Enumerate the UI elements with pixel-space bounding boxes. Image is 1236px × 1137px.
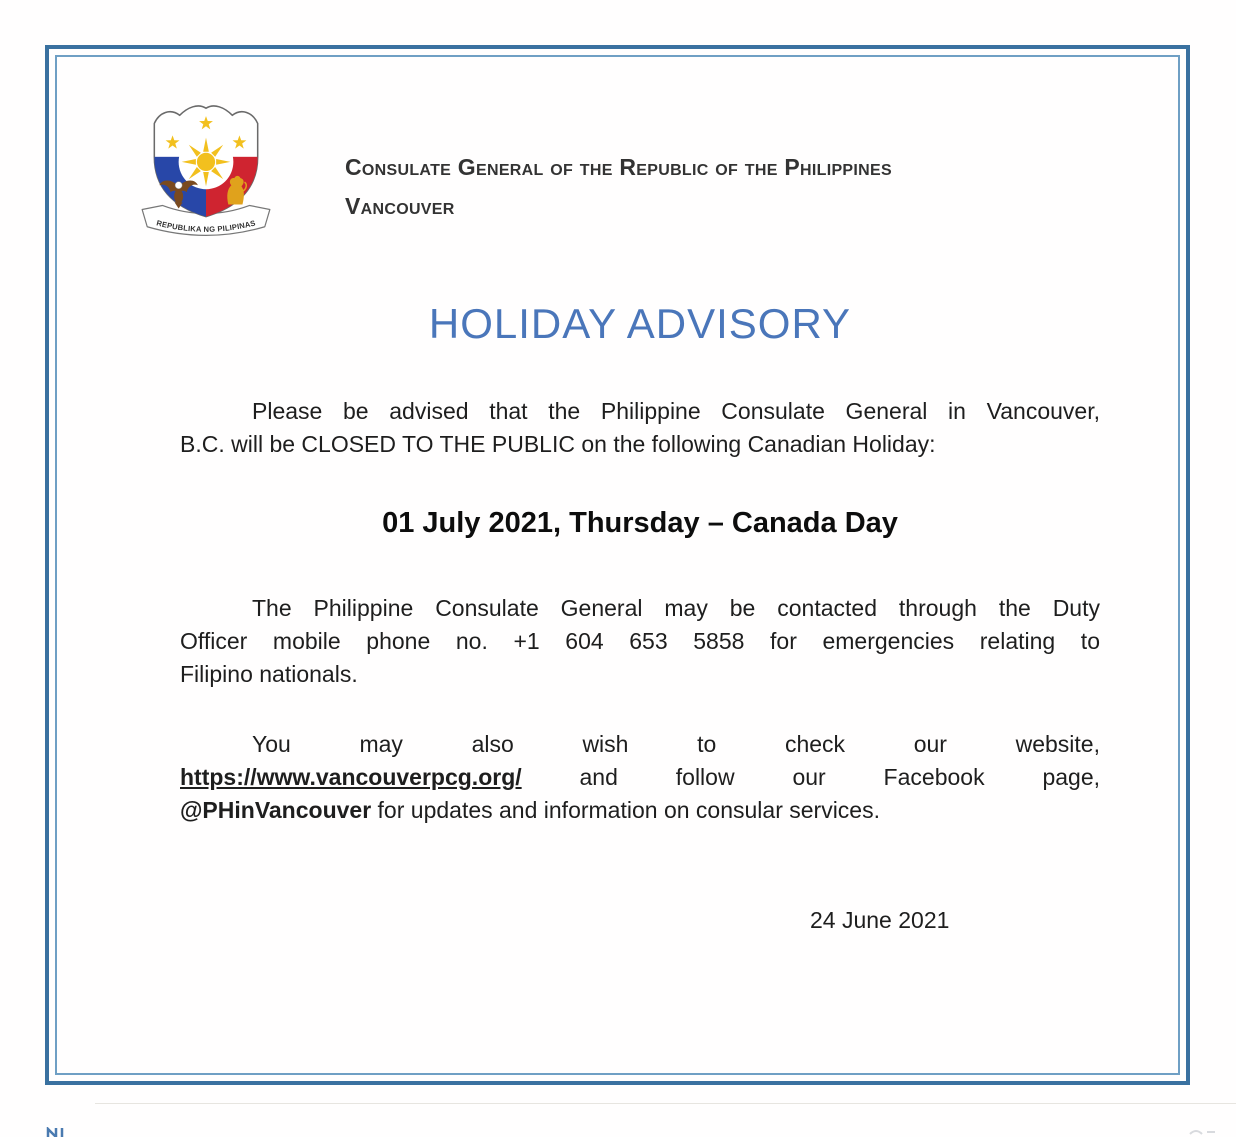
holiday-date-heading: 01 July 2021, Thursday – Canada Day [382, 507, 898, 539]
paragraph-website-facebook [180, 728, 1100, 827]
scan-artifact-left [46, 1127, 72, 1137]
paragraph-closure-notice [180, 395, 1100, 461]
paragraph-text: and follow our Facebook page, [579, 764, 1100, 790]
paragraph-line: Filipino nationals. [180, 661, 358, 687]
paragraph-line: B.C. will be CLOSED TO THE PUBLIC on the following Canadian Holiday: [180, 431, 936, 457]
website-link[interactable]: https://www.vancouverpcg.org/ [180, 764, 522, 790]
paragraph-line: The Philippine Consulate General may be contacted through the Duty [252, 595, 1100, 621]
seal-banner-text: REPUBLIKA NG PILIPINAS [155, 218, 257, 234]
paragraph-line: Please be advised that the Philippine Consulate General in Vancouver, [252, 398, 1100, 424]
philippine-coat-of-arms-seal [130, 94, 282, 246]
paragraph-line: Officer mobile phone no. +1 604 653 5858 for emergencies relating to [180, 628, 1100, 654]
org-name: Consulate General of the Republic of the Philippines [345, 154, 892, 180]
sun-icon [182, 138, 231, 187]
letterhead [345, 152, 892, 221]
scan-artifact-right [1186, 1125, 1220, 1137]
paragraph-line: You may also wish to check our website, [252, 731, 1100, 757]
paragraph-line [180, 794, 1100, 827]
org-city: Vancouver [345, 193, 455, 219]
paragraph-duty-officer [180, 592, 1100, 691]
scan-artifact-line [95, 1103, 1236, 1104]
issue-date: 24 June 2021 [810, 907, 950, 933]
paragraph-line [180, 761, 1100, 794]
facebook-handle: @PHinVancouver [180, 797, 372, 823]
advisory-title: HOLIDAY ADVISORY [428, 300, 852, 347]
advisory-body [180, 298, 1100, 937]
paragraph-text: for updates and information on consular services. [377, 797, 880, 823]
